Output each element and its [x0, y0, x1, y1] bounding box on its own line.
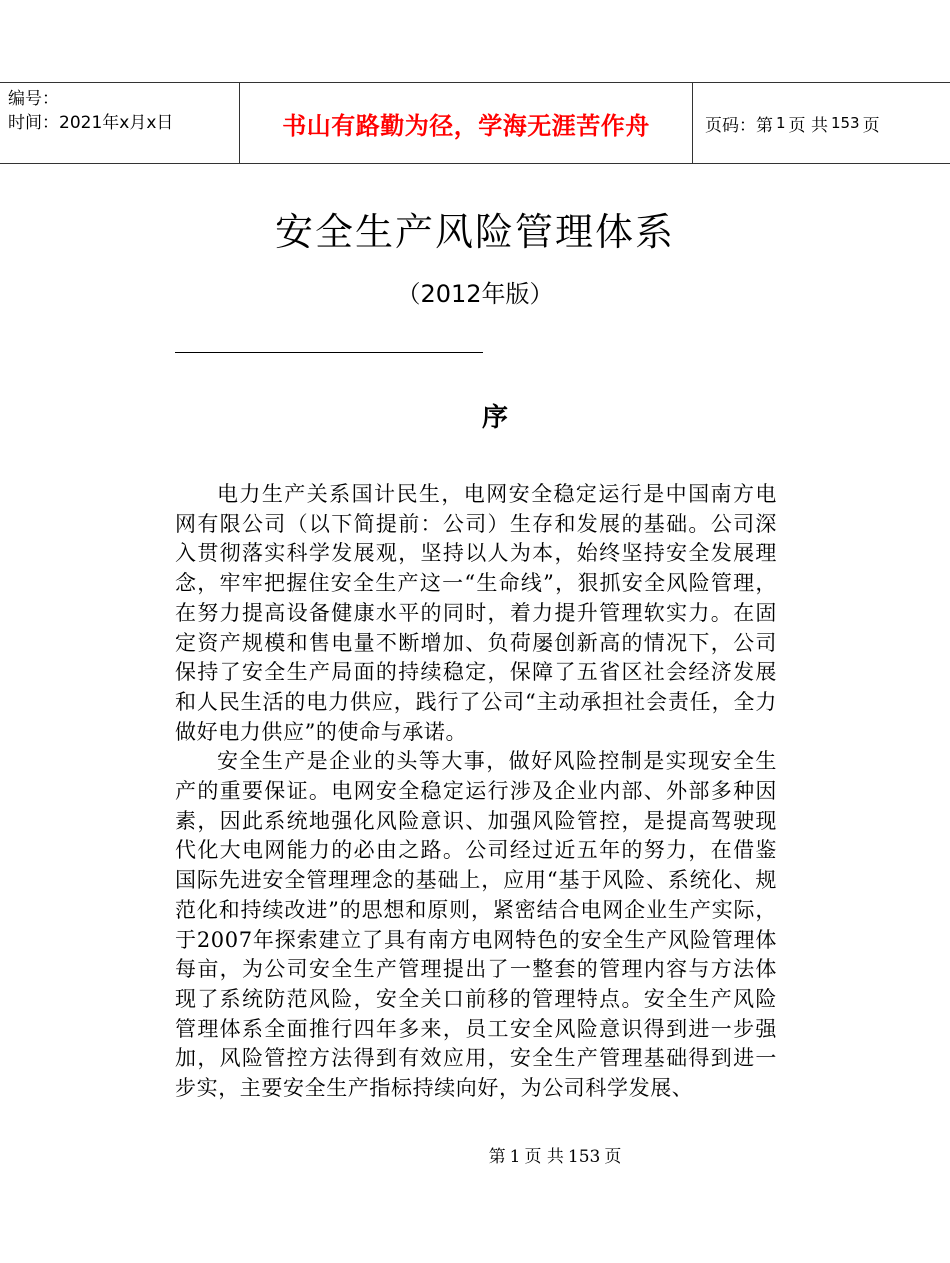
header-motto-cell	[240, 83, 693, 163]
page-header	[0, 82, 950, 164]
page-footer	[0, 1144, 950, 1170]
title-divider	[175, 352, 483, 353]
page-suffix: 页	[862, 115, 880, 136]
document-body	[175, 480, 777, 1104]
page-prefix: 页码：第	[705, 115, 773, 136]
footer-suffix: 页	[604, 1147, 622, 1167]
header-motto: 书山有路勤为径，学海无涯苦作舟	[282, 111, 650, 140]
document-edition: （2012年版）	[396, 280, 554, 308]
footer-prefix: 第	[488, 1147, 506, 1167]
serial-label: 编号：	[8, 89, 59, 109]
date-text: 时间：2021年x月x日	[8, 113, 174, 133]
body-paragraph: 安全生产是企业的头等大事，做好风险控制是实现安全生产的重要保证。电网安全稳定运行涉及企业内部、外部多种因素，因此系统地强化风险意识、加强风险管控，是提高驾驶现代化大电网能力的必由之路。公司经过近五年的努力，在借鉴国际先进安全管理理念的基础上，应用“基于风险、系统化、规范化和持续改进”的思想和原则，紧密结合电网企业生产实际，于2007年探索建立了具有南方电网特色的安全生产风险管理体每亩，为公司安全生产管理提出了一整套的管理内容与方法体现了系统防范风险，安全关口前移的管理特点。安全生产风险管理体系全面推行四年多来，员工安全风险意识得到进一步强加，风险管控方法得到有效应用，安全生产管理基础得到进一步实，主要安全生产指标持续向好，为公司科学发展、	[175, 749, 777, 1101]
section-heading: 序	[481, 403, 508, 433]
page-total: 153	[830, 114, 860, 132]
footer-page-total: 153	[567, 1147, 601, 1167]
body-paragraph: 电力生产关系国计民生，电网安全稳定运行是中国南方电网有限公司（以下简提前：公司）生存和发展的基础。公司深入贯彻落实科学发展观，坚持以人为本，始终坚持安全发展理念，牢牢把握住安全生产这一“生命线”，狠抓安全风险管理，在努力提高设备健康水平的同时，着力提升管理软实力。在固定资产规模和售电量不断增加、负荷屡创新高的情况下，公司保持了安全生产局面的持续稳定，保障了五省区社会经济发展和人民生活的电力供应，践行了公司“主动承担社会责任，全力做好电力供应”的使命与承诺。	[175, 482, 777, 744]
header-meta-cell	[0, 83, 240, 163]
footer-page-number: 1	[509, 1147, 521, 1167]
header-page-cell	[693, 83, 950, 163]
document-title: 安全生产风险管理体系	[274, 210, 675, 254]
footer-mid: 页 共	[524, 1147, 564, 1167]
page-number: 1	[776, 114, 786, 132]
page-mid: 页 共	[788, 115, 828, 136]
